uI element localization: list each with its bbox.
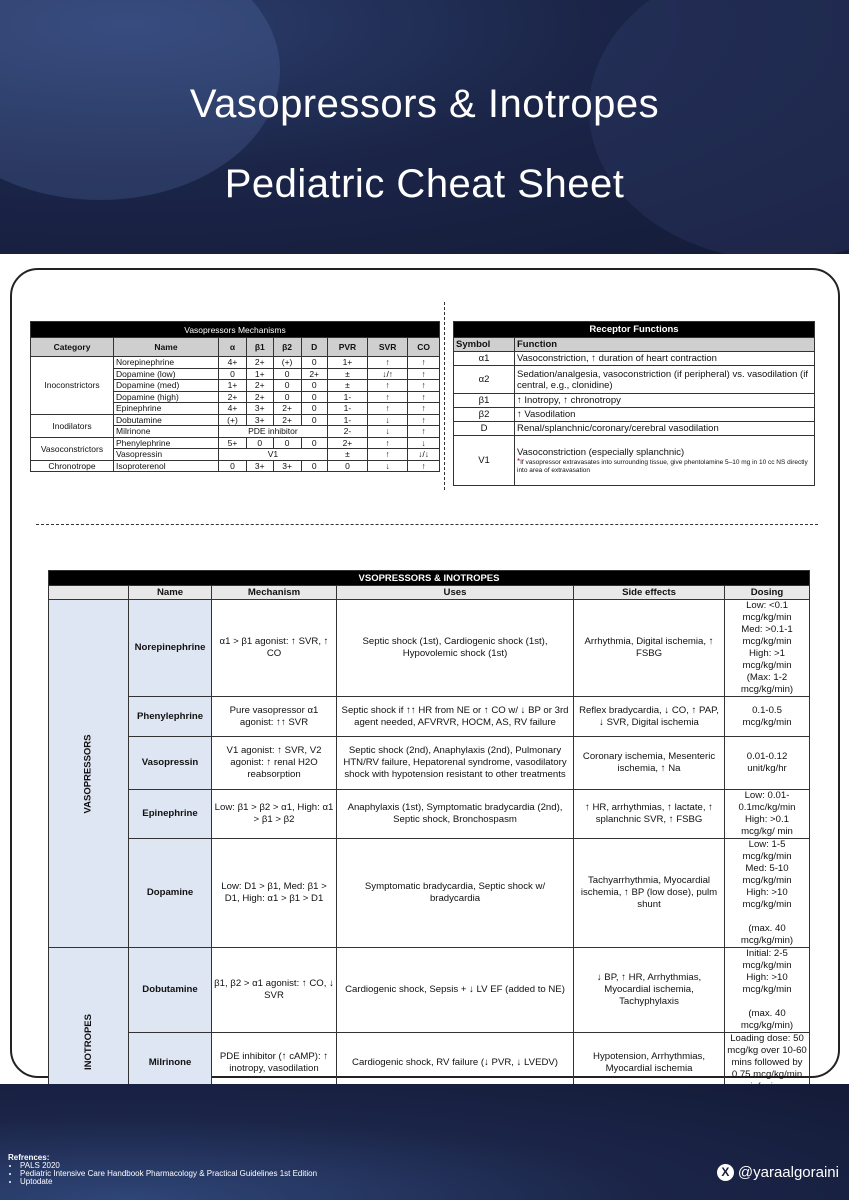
- cell: ↓/↑: [368, 368, 408, 380]
- cell: 0: [219, 460, 247, 472]
- extravasation-note: [517, 458, 812, 475]
- cell: ±: [327, 380, 367, 392]
- cell: 0: [327, 460, 367, 472]
- receptor-symbol: β2: [454, 408, 515, 422]
- cell: 1-: [327, 391, 367, 403]
- cell: 3+: [246, 460, 273, 472]
- cell: 3+: [246, 403, 273, 415]
- merged-cell: PDE inhibitor: [219, 426, 328, 438]
- vasopressors-inotropes-table: [48, 570, 810, 1136]
- drug-name: Phenylephrine: [114, 437, 219, 449]
- col-header: Mechanism: [212, 586, 337, 600]
- table-row: [454, 366, 815, 394]
- group-label: VASOPRESSORS: [82, 733, 94, 814]
- table-row: [454, 422, 815, 436]
- col-header: Side effects: [574, 586, 725, 600]
- uses-cell: Septic shock if ↑↑ HR from NE or ↑ CO w/ ↓ BP or 3rd agent needed, AFVRVR, HOCM, AS, RV failure: [337, 697, 574, 737]
- drug-name: Epinephrine: [114, 403, 219, 415]
- uses-cell: Septic shock (2nd), Anaphylaxis (2nd), Pulmonary HTN/RV failure, Hepatorenal syndrome, vasodilatory shock with hypotension resistant to other treatments: [337, 737, 574, 790]
- receptor-function: Renal/splanchnic/coronary/cerebral vasodilation: [515, 422, 815, 436]
- receptor-symbol: α2: [454, 366, 515, 394]
- table-row: [49, 600, 810, 697]
- table-row: [31, 414, 440, 426]
- dosing-line: High: >1 mcg/kg/min: [742, 648, 792, 671]
- dosing-line: Loading dose: 50 mcg/kg over 10-60 mins followed by 0.75 mcg/kg/min: [727, 1033, 807, 1080]
- drug-name: Vasopressin: [114, 449, 219, 461]
- dosing-line: 0.01-0.12 unit/kg/hr: [746, 751, 788, 774]
- dosing-line: (max. 40 mcg/kg/min): [740, 1008, 794, 1031]
- cell: ↑: [368, 437, 408, 449]
- cell: ↑: [368, 403, 408, 415]
- page-title: Vasopressors & Inotropes: [189, 82, 660, 126]
- drug-name: Phenylephrine: [129, 697, 212, 737]
- mechanism-cell: Pure vasopressor α1 agonist: ↑↑ SVR: [212, 697, 337, 737]
- col-header-blank: [49, 586, 129, 600]
- dosing-line: (Max: 1-2 mcg/kg/min): [740, 672, 794, 695]
- drug-name: Dopamine (med): [114, 380, 219, 392]
- side-effects-cell: Arrhythmia, Digital ischemia, ↑ FSBG: [574, 600, 725, 697]
- cell: 2-: [327, 426, 367, 438]
- cell: ↑: [408, 357, 440, 369]
- cell: 2+: [246, 357, 273, 369]
- table-row: [49, 790, 810, 839]
- cell: 3+: [246, 414, 273, 426]
- side-effects-cell: Coronary ischemia, Mesenteric ischemia, ↑ Na: [574, 737, 725, 790]
- category-cell: Chronotrope: [31, 460, 114, 472]
- cell: 1+: [327, 357, 367, 369]
- uses-cell: Anaphylaxis (1st), Symptomatic bradycardia (2nd), Septic shock, Bronchospasm: [337, 790, 574, 839]
- cell: ↓: [368, 460, 408, 472]
- table-row: [31, 357, 440, 369]
- cell: (+): [219, 414, 247, 426]
- cell: ↑: [408, 403, 440, 415]
- receptor-function: Vasoconstriction, ↑ duration of heart contraction: [515, 352, 815, 366]
- cell: ↑: [368, 391, 408, 403]
- mechanism-cell: PDE inhibitor (↑ cAMP): ↑ inotropy, vasodilation: [212, 1033, 337, 1094]
- cell: 2+: [219, 391, 247, 403]
- cell: 0: [273, 368, 301, 380]
- cell: ↓: [368, 414, 408, 426]
- cell: 1-: [327, 403, 367, 415]
- cell: 0: [301, 391, 327, 403]
- header-glow: [589, 0, 849, 254]
- mechanism-cell: α1 > β1 agonist: ↑ SVR, ↑ CO: [212, 600, 337, 697]
- dosing-cell: [725, 600, 810, 697]
- reference-item: • Pediatric Intensive Care Handbook Pharmacology & Practical Guidelines 1st Edition: [20, 1170, 317, 1178]
- cell: 0: [301, 380, 327, 392]
- cell: ↑: [368, 357, 408, 369]
- cell: 0: [273, 380, 301, 392]
- vertical-dashed-divider: [444, 302, 445, 490]
- table-row: [454, 408, 815, 422]
- cell: ↑: [368, 449, 408, 461]
- table-row: [49, 697, 810, 737]
- cell: 1-: [327, 414, 367, 426]
- col-header: β1: [246, 338, 273, 357]
- drug-name: Norepinephrine: [129, 600, 212, 697]
- dosing-cell: [725, 737, 810, 790]
- cell: 2+: [273, 414, 301, 426]
- cell: 0: [301, 460, 327, 472]
- cell: ↓: [408, 437, 440, 449]
- cell: 2+: [246, 391, 273, 403]
- cell: ↑: [408, 460, 440, 472]
- dosing-line: High: >10 mcg/kg/min: [742, 972, 792, 995]
- category-cell: Inoconstrictors: [31, 357, 114, 415]
- col-header: SVR: [368, 338, 408, 357]
- cell: ↓/↓: [408, 449, 440, 461]
- col-header: β2: [273, 338, 301, 357]
- table-row: [31, 460, 440, 472]
- table-row: [49, 839, 810, 948]
- category-cell: Inodilators: [31, 414, 114, 437]
- social-handle[interactable]: [717, 1164, 839, 1181]
- col-header: Name: [129, 586, 212, 600]
- receptor-table: [453, 321, 815, 486]
- reference-item: • Uptodate: [20, 1178, 317, 1186]
- drug-name: Dobutamine: [114, 414, 219, 426]
- dosing-line: Med: >0.1-1 mcg/kg/min: [741, 624, 793, 647]
- table-row: [49, 737, 810, 790]
- dosing-line: 0.1-0.5 mcg/kg/min: [742, 704, 792, 728]
- cell: 4+: [219, 403, 247, 415]
- cell: 0: [273, 437, 301, 449]
- dosing-line: High: >0.1 mcg/kg/ min: [741, 814, 793, 837]
- drug-name: Dopamine: [129, 839, 212, 948]
- dosing-line: Low: <0.1 mcg/kg/min: [742, 600, 792, 623]
- col-header: D: [301, 338, 327, 357]
- group-label-cell: [49, 600, 129, 948]
- receptor-function-cell: [515, 436, 815, 486]
- drug-name: Epinephrine: [129, 790, 212, 839]
- drug-name: Dopamine (low): [114, 368, 219, 380]
- col-header: Category: [31, 338, 114, 357]
- mechanism-cell: β1, β2 > α1 agonist: ↑ CO, ↓ SVR: [212, 948, 337, 1033]
- references: [8, 1154, 317, 1186]
- receptor-function: Sedation/analgesia, vasoconstriction (if peripheral) vs. vasodilation (if central, e.g., clonidine): [515, 366, 815, 394]
- dosing-spacer: [727, 911, 807, 923]
- drug-name: Norepinephrine: [114, 357, 219, 369]
- cell: ↑: [368, 380, 408, 392]
- cell: 0: [301, 357, 327, 369]
- receptor-symbol: V1: [454, 436, 515, 486]
- table-row: [454, 352, 815, 366]
- mechanism-cell: Low: D1 > β1, Med: β1 > D1, High: α1 > β1 > D1: [212, 839, 337, 948]
- drug-name: Dopamine (high): [114, 391, 219, 403]
- dosing-cell: [725, 697, 810, 737]
- cell: 0: [219, 368, 247, 380]
- dosing-cell: [725, 948, 810, 1033]
- side-effects-cell: ↓ BP, ↑ HR, Arrhythmias, Myocardial ischemia, Tachyphylaxis: [574, 948, 725, 1033]
- side-effects-cell: Hypotension, Arrhythmias, Myocardial ischemia: [574, 1033, 725, 1094]
- cell: 0: [273, 391, 301, 403]
- drug-name: Milrinone: [129, 1033, 212, 1094]
- col-header: Name: [114, 338, 219, 357]
- uses-cell: Septic shock (1st), Cardiogenic shock (1st), Hypovolemic shock (1st): [337, 600, 574, 697]
- uses-cell: Cardiogenic shock, Sepsis + ↓ LV EF (added to NE): [337, 948, 574, 1033]
- mechanisms-table-title: Vasopressors Mechanisms: [31, 322, 440, 338]
- col-header: Uses: [337, 586, 574, 600]
- receptor-table-title: Receptor Functions: [454, 322, 815, 338]
- x-logo-icon: X: [717, 1164, 734, 1181]
- cell: 0: [301, 414, 327, 426]
- mechanisms-table: [30, 321, 440, 472]
- receptor-function: ↑ Inotropy, ↑ chronotropy: [515, 394, 815, 408]
- table-row: [454, 394, 815, 408]
- side-effects-cell: Reflex bradycardia, ↓ CO, ↑ PAP, ↓ SVR, Digital ischemia: [574, 697, 725, 737]
- col-header: Symbol: [454, 338, 515, 352]
- col-header: CO: [408, 338, 440, 357]
- cell: 5+: [219, 437, 247, 449]
- receptor-symbol: α1: [454, 352, 515, 366]
- dosing-line: Low: 1-5 mcg/kg/min: [742, 839, 792, 862]
- cell: 1+: [246, 368, 273, 380]
- cell: ↑: [408, 368, 440, 380]
- side-effects-cell: ↑ HR, arrhythmias, ↑ lactate, ↑ splanchnic SVR, ↑ FSBG: [574, 790, 725, 839]
- drug-name: Milrinone: [114, 426, 219, 438]
- dosing-line: Initial: 2-5 mcg/kg/min: [742, 948, 792, 971]
- drug-name: Vasopressin: [129, 737, 212, 790]
- category-cell: Vasoconstrictors: [31, 437, 114, 460]
- note-star: *: [517, 456, 521, 466]
- page-subtitle: Pediatric Cheat Sheet: [224, 162, 625, 206]
- receptor-function: ↑ Vasodilation: [515, 408, 815, 422]
- receptor-symbol: D: [454, 422, 515, 436]
- dosing-line: (max. 40 mcg/kg/min): [740, 923, 794, 946]
- dosing-cell: [725, 839, 810, 948]
- cell: ↑: [408, 380, 440, 392]
- footer-banner: [0, 1084, 849, 1200]
- horizontal-dashed-divider: [36, 524, 818, 525]
- cell: 2+: [301, 368, 327, 380]
- main-table-title: VSOPRESSORS & INOTROPES: [49, 571, 810, 586]
- cell: 2+: [246, 380, 273, 392]
- cell: 0: [301, 437, 327, 449]
- col-header: Dosing: [725, 586, 810, 600]
- cell: 0: [301, 403, 327, 415]
- dosing-spacer: [727, 996, 807, 1008]
- reference-item: • PALS 2020: [20, 1162, 317, 1170]
- references-title: Refrences:: [8, 1153, 50, 1162]
- dosing-line: High: >10 mcg/kg/min: [742, 887, 792, 910]
- col-header: α: [219, 338, 247, 357]
- cell: ↑: [408, 414, 440, 426]
- cell: ↑: [408, 391, 440, 403]
- receptor-function: Vasoconstriction (especially splanchnic): [517, 446, 685, 458]
- drug-name: Isoproterenol: [114, 460, 219, 472]
- dosing-cell: [725, 790, 810, 839]
- dosing-line: Med: 5-10 mcg/kg/min: [742, 863, 792, 886]
- cell: ±: [327, 368, 367, 380]
- side-effects-cell: Tachyarrhythmia, Myocardial ischemia, ↑ BP (low dose), pulm shunt: [574, 839, 725, 948]
- handle-text: @yaraalgoraini: [737, 1164, 839, 1181]
- uses-cell: Symptomatic bradycardia, Septic shock w/ bradycardia: [337, 839, 574, 948]
- table-row: [31, 437, 440, 449]
- merged-cell: V1: [219, 449, 328, 461]
- cell: 4+: [219, 357, 247, 369]
- cell: ↓: [368, 426, 408, 438]
- cell: (+): [273, 357, 301, 369]
- dosing-line: Low: 0.01-0.1mc/kg/min: [738, 790, 796, 813]
- mechanism-cell: Low: β1 > β2 > α1, High: α1 > β1 > β2: [212, 790, 337, 839]
- table-row: [49, 948, 810, 1033]
- table-row: [454, 436, 815, 486]
- header-banner: [0, 0, 849, 254]
- cell: 2+: [327, 437, 367, 449]
- cell: 3+: [273, 460, 301, 472]
- cell: 2+: [273, 403, 301, 415]
- references-list: [8, 1162, 317, 1186]
- cell: 0: [246, 437, 273, 449]
- cell: 1+: [219, 380, 247, 392]
- col-header: Function: [515, 338, 815, 352]
- cell: ↑: [408, 426, 440, 438]
- col-header: PVR: [327, 338, 367, 357]
- note-text: If vasopressor extravasates into surrounding tissue, give phentolamine 5–10 mg in 10 cc NS directly into area of extravasation: [517, 458, 808, 474]
- mechanism-cell: V1 agonist: ↑ SVR, V2 agonist: ↑ renal H2O reabsorption: [212, 737, 337, 790]
- drug-name: Dobutamine: [129, 948, 212, 1033]
- receptor-symbol: β1: [454, 394, 515, 408]
- cell: ±: [327, 449, 367, 461]
- uses-cell: Cardiogenic shock, RV failure (↓ PVR, ↓ LVEDV): [337, 1033, 574, 1094]
- group-label: INOTROPES: [82, 1013, 94, 1070]
